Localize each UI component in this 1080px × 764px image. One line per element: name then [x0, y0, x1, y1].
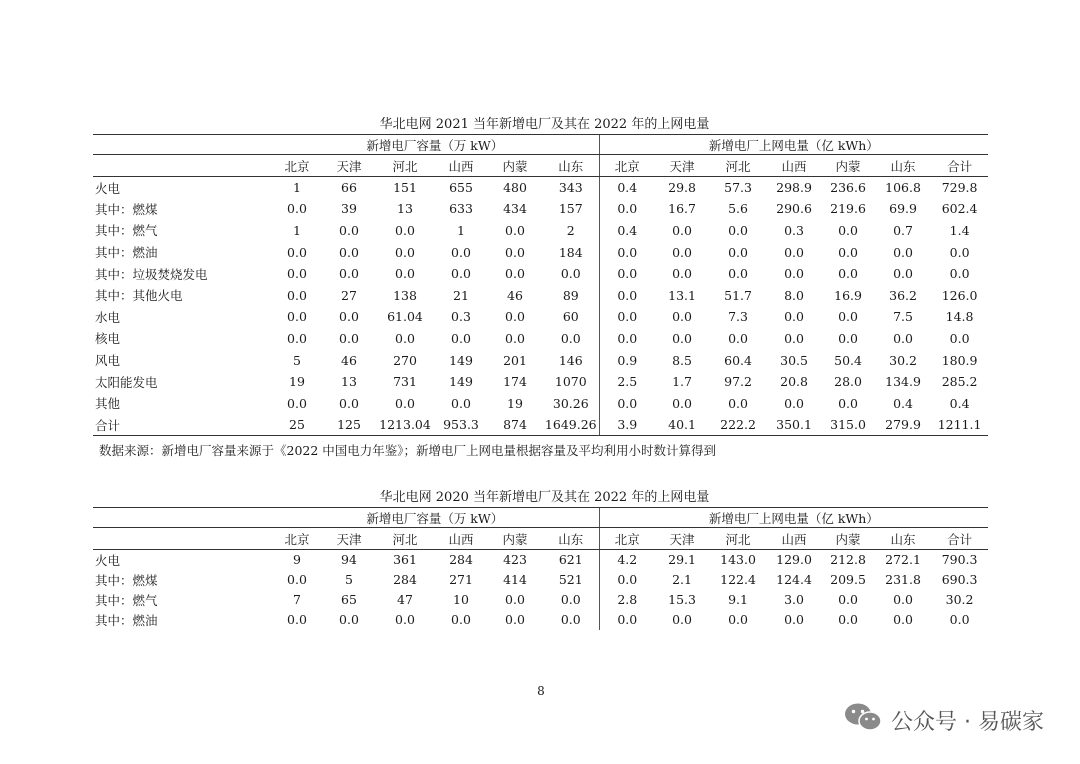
generation-cell: 0.0: [599, 610, 655, 630]
generation-cell: 57.3: [724, 180, 752, 196]
generation-cell: 0.0: [728, 266, 748, 282]
capacity-cell: 94: [341, 552, 357, 568]
capacity-cell: 0.0: [505, 612, 525, 627]
capacity-cell: 270: [393, 352, 417, 368]
capacity-cell: 1649.26: [543, 414, 599, 436]
row-label: 火电: [95, 180, 121, 196]
generation-cell: 0.0: [599, 263, 655, 285]
generation-cell: 3.0: [784, 592, 804, 607]
capacity-cell: 184: [558, 244, 583, 260]
col-header: 天津: [655, 528, 709, 550]
capacity-cell: 1070: [554, 374, 587, 390]
col-header: 河北: [709, 528, 767, 550]
generation-cell: 0.0: [838, 612, 858, 627]
table1-gen-header: 新增电厂上网电量（亿 kWh）: [599, 135, 988, 155]
table-row: [93, 177, 988, 199]
capacity-cell: 0.0: [287, 330, 307, 346]
capacity-cell: 13: [341, 374, 357, 390]
generation-cell: 16.7: [668, 201, 696, 217]
col-header: 内蒙: [487, 155, 543, 177]
generation-cell: 222.2: [709, 414, 767, 436]
generation-cell: 0.0: [599, 198, 655, 220]
capacity-cell: 9: [293, 552, 301, 568]
generation-cell: 0.0: [728, 330, 748, 346]
capacity-cell: 0.0: [560, 592, 581, 607]
table-row: [93, 306, 988, 328]
capacity-cell: 655: [449, 180, 473, 196]
generation-cell: 106.8: [885, 180, 921, 196]
generation-cell: 5.6: [728, 201, 748, 217]
generation-cell: 60.4: [724, 352, 752, 368]
generation-cell: 16.9: [834, 287, 862, 303]
table-row: [93, 590, 988, 610]
generation-cell: 0.0: [784, 612, 804, 627]
capacity-cell: 0.0: [287, 266, 307, 282]
row-label: 风电: [95, 353, 121, 369]
generation-cell: 0.9: [599, 349, 655, 371]
col-header: 河北: [709, 155, 767, 177]
capacity-cell: 731: [393, 374, 417, 390]
table-row: [93, 610, 988, 630]
capacity-cell: 0.0: [287, 395, 307, 411]
col-header: 河北: [375, 155, 435, 177]
table1-cap-header: 新增电厂容量（万 kW）: [271, 135, 599, 155]
generation-cell: 212.8: [830, 552, 866, 568]
capacity-cell: 284: [393, 572, 417, 587]
table-row: [93, 263, 988, 285]
table1: [93, 134, 988, 436]
capacity-cell: 0.0: [505, 592, 525, 607]
table-row: [93, 241, 988, 263]
capacity-cell: 0.0: [395, 612, 415, 627]
generation-cell: 279.9: [875, 414, 931, 436]
capacity-cell: 0.0: [451, 244, 471, 260]
row-label: 其中：燃油: [95, 612, 158, 628]
capacity-cell: 1: [293, 222, 301, 238]
generation-cell: 0.7: [893, 222, 913, 238]
generation-cell: 0.4: [599, 177, 655, 199]
col-header: 北京: [599, 528, 655, 550]
generation-cell: 0.0: [893, 266, 913, 282]
generation-cell: 0.0: [893, 244, 913, 260]
generation-cell: 0.0: [599, 241, 655, 263]
col-header: 内蒙: [821, 155, 875, 177]
row-label: 太阳能发电: [95, 374, 158, 390]
table-row: [93, 328, 988, 350]
capacity-cell: 1: [293, 180, 301, 196]
capacity-cell: 0.0: [505, 244, 525, 260]
generation-cell: 0.0: [728, 222, 748, 238]
row-label: 其中：其他火电: [95, 288, 183, 304]
generation-cell: 13.1: [668, 287, 696, 303]
generation-cell: 0.0: [672, 395, 692, 411]
generation-cell: 14.8: [945, 309, 974, 325]
capacity-cell: 0.0: [451, 612, 471, 627]
capacity-cell: 0.0: [560, 612, 581, 627]
capacity-cell: 361: [393, 552, 417, 568]
capacity-cell: 66: [341, 180, 357, 196]
capacity-cell: 5: [293, 352, 301, 368]
row-label: 合计: [93, 414, 271, 436]
generation-cell: 0.3: [784, 222, 804, 238]
capacity-cell: 138: [393, 287, 417, 303]
col-header: 山西: [435, 155, 487, 177]
capacity-cell: 61.04: [387, 309, 423, 325]
capacity-cell: 0.0: [287, 287, 307, 303]
generation-cell: 7.5: [893, 309, 913, 325]
generation-cell: 51.7: [724, 287, 752, 303]
capacity-cell: 19: [507, 395, 523, 411]
generation-cell: 28.0: [834, 374, 862, 390]
table-row: [93, 550, 988, 570]
table-row: [93, 284, 988, 306]
generation-cell: 0.0: [949, 266, 970, 282]
generation-cell: 0.0: [838, 330, 858, 346]
capacity-cell: 0.0: [560, 266, 581, 282]
generation-cell: 0.0: [838, 309, 858, 325]
col-header: 山东: [543, 155, 599, 177]
table2-cap-header: 新增电厂容量（万 kW）: [271, 508, 599, 528]
generation-cell: 285.2: [941, 374, 978, 390]
row-label: 其中：燃气: [95, 592, 158, 608]
watermark: [843, 700, 1044, 740]
generation-cell: 0.0: [784, 395, 804, 411]
capacity-cell: 1213.04: [375, 414, 435, 436]
generation-cell: 0.0: [949, 330, 970, 346]
generation-cell: 15.3: [668, 592, 696, 607]
capacity-cell: 149: [449, 352, 473, 368]
generation-cell: 8.0: [784, 287, 804, 303]
generation-cell: 0.0: [949, 244, 970, 260]
generation-cell: 0.0: [838, 244, 858, 260]
capacity-cell: 46: [341, 352, 357, 368]
col-header: 山东: [875, 528, 931, 550]
generation-cell: 0.4: [949, 395, 970, 411]
capacity-cell: 157: [558, 201, 583, 217]
generation-cell: 315.0: [821, 414, 875, 436]
generation-cell: 0.0: [838, 592, 858, 607]
capacity-cell: 480: [503, 180, 527, 196]
table1-block: [93, 116, 988, 459]
table-row: [93, 392, 988, 414]
capacity-cell: 30.26: [552, 395, 589, 411]
col-header: 山西: [767, 155, 821, 177]
generation-cell: 0.0: [784, 266, 804, 282]
generation-cell: 0.0: [599, 284, 655, 306]
table2-title: 华北电网 2020 当年新增电厂及其在 2022 年的上网电量: [379, 490, 710, 505]
capacity-cell: 0.3: [451, 309, 471, 325]
generation-cell: 1211.1: [931, 414, 988, 436]
table-row: [93, 570, 988, 590]
capacity-cell: 0.0: [505, 330, 525, 346]
capacity-cell: 0.0: [339, 395, 359, 411]
capacity-cell: 25: [271, 414, 323, 436]
row-label: 其他: [95, 396, 121, 412]
col-header: 山东: [543, 528, 599, 550]
generation-cell: 30.2: [889, 352, 917, 368]
generation-cell: 298.9: [776, 180, 812, 196]
generation-cell: 3.9: [599, 414, 655, 436]
generation-cell: 290.6: [776, 201, 812, 217]
generation-cell: 0.0: [784, 244, 804, 260]
row-label: 其中：燃煤: [95, 572, 158, 588]
generation-cell: 2.5: [599, 371, 655, 393]
row-label: 核电: [95, 331, 121, 347]
capacity-cell: 284: [449, 552, 473, 568]
capacity-cell: 343: [558, 180, 583, 196]
generation-cell: 0.0: [599, 328, 655, 350]
capacity-cell: 2: [566, 222, 575, 238]
capacity-cell: 0.0: [287, 612, 307, 627]
table2: [93, 507, 988, 630]
generation-cell: 29.1: [668, 552, 696, 568]
capacity-cell: 0.0: [560, 330, 581, 346]
table2-block: [93, 489, 988, 630]
generation-cell: 0.0: [728, 395, 748, 411]
table-row: [93, 371, 988, 393]
generation-cell: 180.9: [941, 352, 978, 368]
generation-cell: 129.0: [776, 552, 812, 568]
capacity-cell: 874: [487, 414, 543, 436]
row-label: 水电: [95, 309, 121, 325]
col-header: 山西: [767, 528, 821, 550]
col-header: 天津: [323, 528, 375, 550]
generation-cell: 2.8: [599, 590, 655, 610]
capacity-cell: 0.0: [339, 309, 359, 325]
generation-cell: 0.0: [672, 309, 692, 325]
col-header: 北京: [271, 528, 323, 550]
capacity-cell: 151: [393, 180, 417, 196]
capacity-cell: 13: [397, 201, 413, 217]
capacity-cell: 0.0: [451, 266, 471, 282]
generation-cell: 0.0: [893, 330, 913, 346]
capacity-cell: 0.0: [395, 244, 415, 260]
generation-cell: 30.5: [780, 352, 808, 368]
capacity-cell: 0.0: [395, 395, 415, 411]
generation-cell: 0.0: [949, 612, 970, 627]
capacity-cell: 149: [449, 374, 473, 390]
capacity-cell: 125: [323, 414, 375, 436]
generation-cell: 0.4: [893, 395, 913, 411]
data-source-note: 数据来源：新增电厂容量来源于《2022 中国电力年鉴》；新增电厂上网电量根据容量及平均利用小时数计算得到: [99, 443, 717, 459]
generation-cell: 602.4: [941, 201, 978, 217]
capacity-cell: 0.0: [451, 395, 471, 411]
row-label: 其中：垃圾焚烧发电: [95, 266, 208, 282]
generation-cell: 4.2: [599, 550, 655, 570]
capacity-cell: 0.0: [395, 330, 415, 346]
table-row: [93, 198, 988, 220]
generation-cell: 134.9: [885, 374, 921, 390]
generation-cell: 0.0: [672, 222, 692, 238]
col-header: 北京: [599, 155, 655, 177]
generation-cell: 0.0: [672, 266, 692, 282]
capacity-cell: 46: [507, 287, 523, 303]
generation-cell: 1.7: [672, 374, 692, 390]
capacity-cell: 60: [562, 309, 579, 325]
generation-cell: 50.4: [834, 352, 862, 368]
capacity-cell: 0.0: [505, 266, 525, 282]
capacity-cell: 271: [449, 572, 473, 587]
capacity-cell: 0.0: [287, 309, 307, 325]
generation-cell: 9.1: [728, 592, 748, 607]
capacity-cell: 0.0: [339, 330, 359, 346]
capacity-cell: 7: [293, 592, 301, 607]
generation-cell: 350.1: [767, 414, 821, 436]
col-header: 内蒙: [487, 528, 543, 550]
row-label: 火电: [95, 552, 121, 568]
generation-cell: 790.3: [941, 552, 978, 568]
capacity-cell: 89: [562, 287, 579, 303]
row-label: 其中：燃煤: [95, 201, 158, 217]
generation-cell: 0.0: [672, 612, 692, 627]
capacity-cell: 0.0: [339, 612, 359, 627]
generation-cell: 209.5: [830, 572, 866, 587]
table1-title: 华北电网 2021 当年新增电厂及其在 2022 年的上网电量: [379, 117, 710, 132]
col-header: 山西: [435, 528, 487, 550]
capacity-cell: 39: [341, 201, 357, 217]
capacity-cell: 0.0: [287, 244, 307, 260]
generation-cell: 219.6: [830, 201, 866, 217]
col-header: 北京: [271, 155, 323, 177]
generation-cell: 7.3: [728, 309, 748, 325]
capacity-cell: 414: [503, 572, 527, 587]
col-header: 山东: [875, 155, 931, 177]
capacity-cell: 621: [558, 552, 583, 568]
capacity-cell: 0.0: [339, 222, 359, 238]
generation-cell: 231.8: [885, 572, 921, 587]
capacity-cell: 423: [503, 552, 527, 568]
generation-cell: 29.8: [668, 180, 696, 196]
generation-cell: 0.0: [838, 395, 858, 411]
capacity-cell: 0.0: [451, 330, 471, 346]
row-label: 其中：燃气: [95, 223, 158, 239]
capacity-cell: 21: [453, 287, 469, 303]
table2-gen-header: 新增电厂上网电量（亿 kWh）: [599, 508, 988, 528]
wechat-icon: [843, 701, 891, 739]
capacity-cell: 434: [503, 201, 527, 217]
capacity-cell: 10: [453, 592, 469, 607]
col-header: 内蒙: [821, 528, 875, 550]
capacity-cell: 0.0: [505, 309, 525, 325]
capacity-cell: 1: [457, 222, 465, 238]
generation-cell: 124.4: [776, 572, 812, 587]
generation-cell: 729.8: [941, 180, 978, 196]
generation-cell: 690.3: [941, 572, 978, 587]
capacity-cell: 201: [503, 352, 527, 368]
capacity-cell: 0.0: [395, 222, 415, 238]
capacity-cell: 953.3: [435, 414, 487, 436]
generation-cell: 0.0: [672, 330, 692, 346]
capacity-cell: 47: [397, 592, 413, 607]
watermark-text: 公众号 · 易碳家: [891, 709, 1044, 735]
generation-cell: 1.4: [949, 222, 970, 238]
col-header: 天津: [655, 155, 709, 177]
row-label: 其中：燃油: [95, 245, 158, 261]
capacity-cell: 27: [341, 287, 357, 303]
capacity-cell: 65: [341, 592, 357, 607]
generation-cell: 0.0: [728, 244, 748, 260]
generation-cell: 30.2: [945, 592, 974, 607]
generation-cell: 40.1: [655, 414, 709, 436]
table-row: [93, 414, 988, 436]
capacity-cell: 0.0: [395, 266, 415, 282]
generation-cell: 0.0: [893, 612, 913, 627]
col-header: 合计: [931, 528, 988, 550]
generation-cell: 20.8: [780, 374, 808, 390]
generation-cell: 236.6: [830, 180, 866, 196]
generation-cell: 143.0: [720, 552, 756, 568]
generation-cell: 97.2: [724, 374, 752, 390]
generation-cell: 36.2: [889, 287, 917, 303]
generation-cell: 0.0: [784, 309, 804, 325]
page-number: 8: [537, 684, 545, 698]
col-header: 合计: [931, 155, 988, 177]
generation-cell: 272.1: [885, 552, 921, 568]
generation-cell: 0.0: [672, 244, 692, 260]
generation-cell: 0.0: [893, 592, 913, 607]
capacity-cell: 146: [558, 352, 583, 368]
generation-cell: 0.0: [838, 266, 858, 282]
generation-cell: 0.0: [784, 330, 804, 346]
capacity-cell: 5: [345, 572, 353, 587]
capacity-cell: 0.0: [287, 572, 307, 587]
capacity-cell: 0.0: [505, 222, 525, 238]
generation-cell: 0.0: [599, 570, 655, 590]
capacity-cell: 0.0: [287, 201, 307, 217]
generation-cell: 0.0: [838, 222, 858, 238]
generation-cell: 0.0: [599, 306, 655, 328]
capacity-cell: 174: [503, 374, 527, 390]
table-row: [93, 220, 988, 242]
capacity-cell: 0.0: [339, 266, 359, 282]
generation-cell: 0.0: [728, 612, 748, 627]
col-header: 河北: [375, 528, 435, 550]
col-header: 天津: [323, 155, 375, 177]
generation-cell: 2.1: [672, 572, 692, 587]
generation-cell: 126.0: [941, 287, 978, 303]
generation-cell: 8.5: [672, 352, 692, 368]
generation-cell: 122.4: [720, 572, 756, 587]
generation-cell: 0.4: [599, 220, 655, 242]
capacity-cell: 19: [289, 374, 305, 390]
generation-cell: 69.9: [889, 201, 917, 217]
capacity-cell: 521: [558, 572, 583, 587]
generation-cell: 0.0: [599, 392, 655, 414]
table-row: [93, 349, 988, 371]
capacity-cell: 633: [449, 201, 473, 217]
capacity-cell: 0.0: [339, 244, 359, 260]
